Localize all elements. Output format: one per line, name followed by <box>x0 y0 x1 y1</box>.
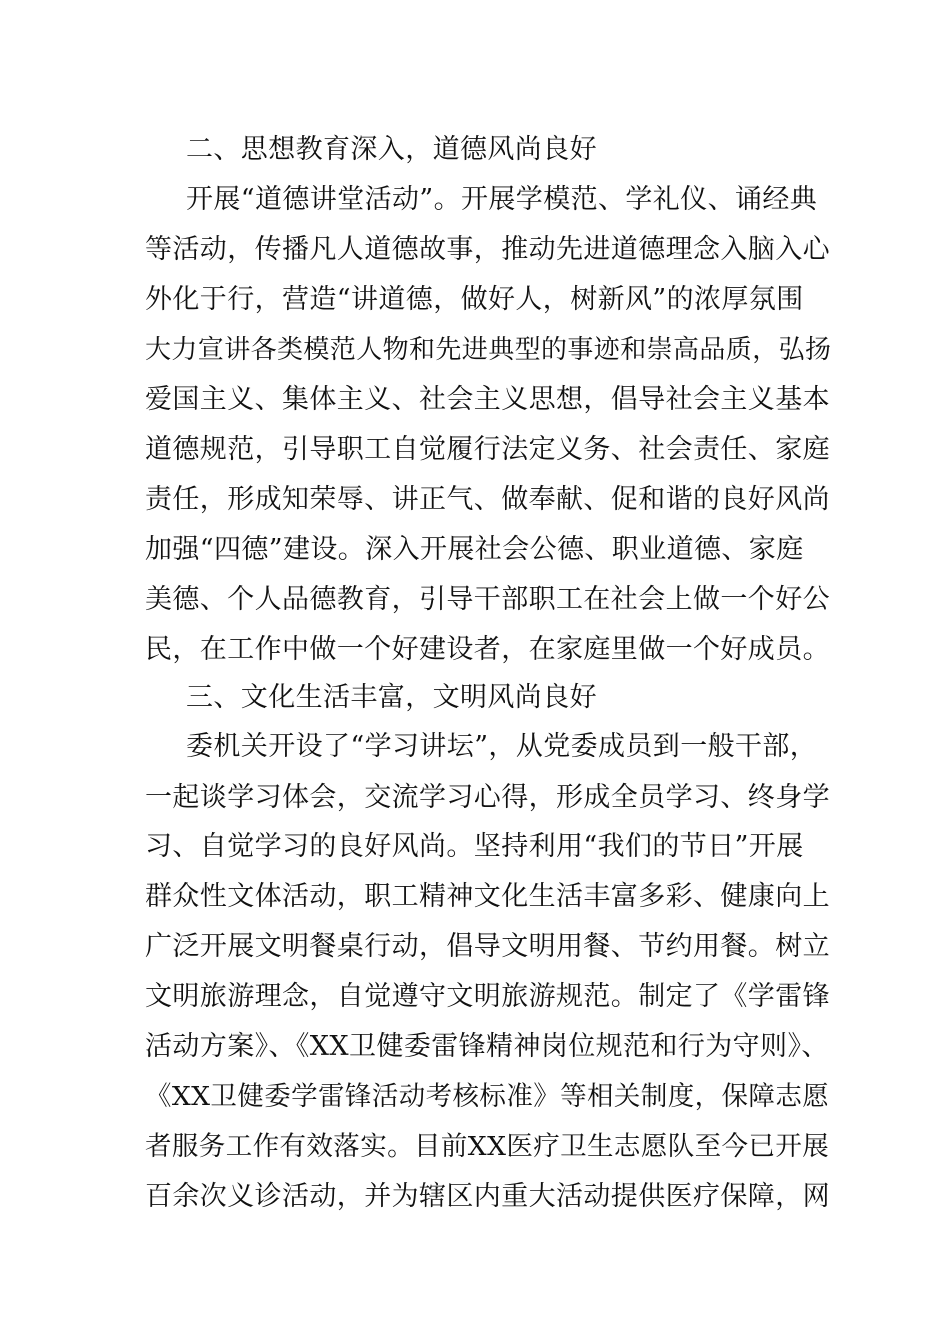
paragraph-line: 习、自觉学习的良好风尚。坚持利用“我们的节日”开展 <box>145 831 804 862</box>
paragraph-line: 活动方案》、《XX卫健委雷锋精神岗位规范和行为守则》、 <box>145 1031 829 1062</box>
paragraph-line: 群众性文体活动，职工精神文化生活丰富多彩、健康向上 <box>145 881 830 912</box>
paragraph-line: 者服务工作有效落实。目前XX医疗卫生志愿队至今已开展 <box>145 1131 830 1162</box>
paragraph-line: 大力宣讲各类模范人物和先进典型的事迹和崇高品质，弘扬 <box>145 335 832 365</box>
paragraph-line: 委机关开设了“学习讲坛”，从党委成员到一般干部， <box>186 731 818 762</box>
paragraph-line: 《XX卫健委学雷锋活动考核标准》等相关制度，保障志愿 <box>145 1081 830 1112</box>
paragraph-line: 外化于行，营造“讲道德，做好人，树新风”的浓厚氛围 <box>145 284 804 315</box>
paragraph-line: 文明旅游理念，自觉遵守文明旅游规范。制定了《学雷锋 <box>145 981 830 1012</box>
paragraph-line: 美德、个人品德教育，引导干部职工在社会上做一个好公 <box>145 584 830 615</box>
paragraph-line: 责任，形成知荣辱、讲正气、做奉献、促和谐的良好风尚 <box>145 484 830 515</box>
paragraph-line: 百余次义诊活动，并为辖区内重大活动提供医疗保障，网 <box>145 1181 830 1212</box>
paragraph-line: 开展“道德讲堂活动”。开展学模范、学礼仪、诵经典 <box>186 184 818 215</box>
section-heading-2: 二、思想教育深入，道德风尚良好 <box>186 134 597 165</box>
paragraph-line: 道德规范，引导职工自觉履行法定义务、社会责任、家庭 <box>145 434 830 465</box>
paragraph-line: 爱国主义、集体主义、社会主义思想，倡导社会主义基本 <box>145 384 830 415</box>
section-heading-3: 三、文化生活丰富，文明风尚良好 <box>186 682 597 713</box>
paragraph-line: 一起谈学习体会，交流学习心得，形成全员学习、终身学 <box>145 782 830 813</box>
paragraph-line: 广泛开展文明餐桌行动，倡导文明用餐、节约用餐。树立 <box>145 931 830 962</box>
paragraph-line: 等活动，传播凡人道德故事，推动先进道德理念入脑入心 <box>145 234 830 265</box>
paragraph-line: 加强“四德”建设。深入开展社会公德、职业道德、家庭 <box>145 534 804 565</box>
paragraph-line: 民，在工作中做一个好建设者，在家庭里做一个好成员。 <box>145 634 830 665</box>
